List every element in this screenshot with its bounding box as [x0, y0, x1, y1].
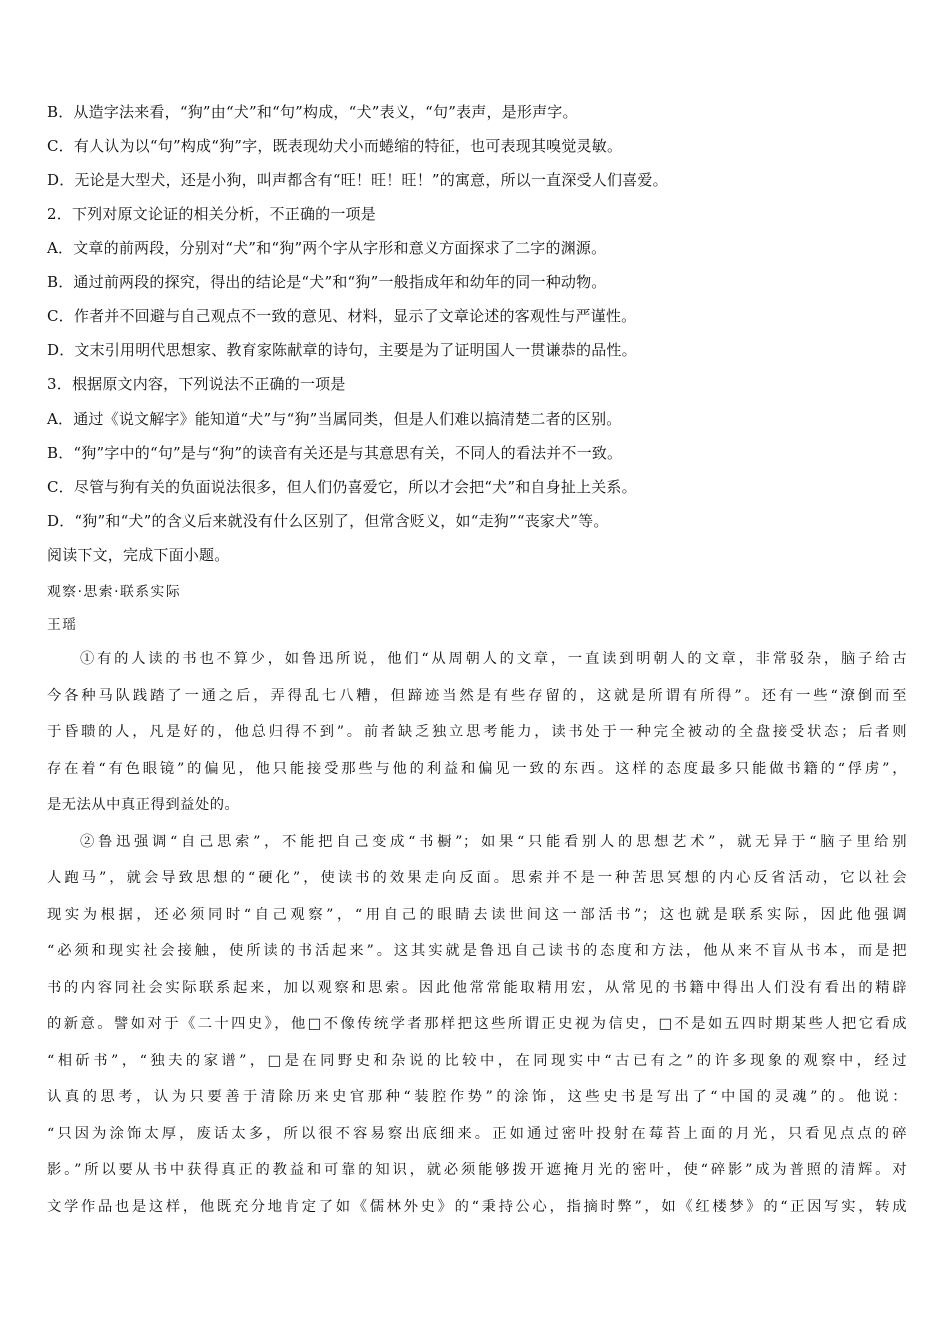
article-author: 王瑶: [47, 617, 78, 633]
article-line: 人跑马”，就会导致思想的“硬化”，使读书的效果走向反面。思索并不是一种苦思冥想的内心反省活动，它以社会: [47, 870, 907, 886]
q3-option-b: B．“狗”字中的“句”是与“狗”的读音有关还是与其意思有关，不同人的看法并不一致。: [47, 444, 623, 462]
article-line: 现实为根据，还必须同时“自己观察”，“用自己的眼睛去读世间这一部活书”；这也就是联系实际，因此他强调: [47, 907, 907, 923]
article-line: 认真的思考，认为只要善于清除历来史官那种“装腔作势”的涂饰，这些史书是写出了“中国的灵魂”的。他说：: [47, 1089, 907, 1105]
article-line: “相斫书”，“独夫的家谱”，□是在同野史和杂说的比较中，在同现实中“古已有之”的许多现象的观察中，经过: [47, 1053, 907, 1069]
article-line: 是无法从中真正得到益处的。: [47, 797, 240, 813]
article-line: 于昏聩的人，凡是好的，他总归得不到”。前者缺乏独立思考能力，读书处于一种完全被动的全盘接受状态；后者则: [47, 724, 907, 740]
article-line: 今各种马队践踏了一通之后，弄得乱七八糟，但蹄迹当然是有些存留的，这就是所谓有所得”。还有一些“潦倒而至: [47, 688, 907, 704]
article-line: 存在着“有色眼镜”的偏见，他只能接受那些与他的利益和偏见一致的东西。这样的态度最多只能做书籍的“俘虏”，: [47, 761, 907, 777]
q3-option-d: D．“狗”和“犬”的含义后来就没有什么区别了，但常含贬义，如“走狗”“丧家犬”等。: [47, 512, 609, 530]
q2-option-b: B．通过前两段的探究，得出的结论是“犬”和“狗”一般指成年和幼年的同一种动物。: [47, 273, 607, 291]
article-line: 书的内容同社会实际联系起来，加以观察和思索。因此他常常能取精用宏，从常见的书籍中得出人们没有看出的精辟: [47, 980, 907, 996]
article-line: “只因为涂饰太厚，废话太多，所以很不容易察出底细来。正如通过密叶投射在莓苔上面的月光，只看见点点的碎: [47, 1126, 907, 1142]
q3-option-c: C．尽管与狗有关的负面说法很多，但人们仍喜爱它，所以才会把“犬”和自身扯上关系。: [47, 478, 637, 496]
q1-option-d: D．无论是大型犬，还是小狗，叫声都含有“旺！旺！旺！”的寓意，所以一直深受人们喜爱。: [47, 171, 668, 189]
q2-stem: 2．下列对原文论证的相关分析，不正确的一项是: [47, 205, 376, 223]
q3-option-a: A．通过《说文解字》能知道“犬”与“狗”当属同类，但是人们难以搞清楚二者的区别。: [47, 410, 622, 428]
q2-option-a: A．文章的前两段，分别对“犬”和“狗”两个字从字形和意义方面探求了二字的渊源。: [47, 239, 607, 257]
article-line: ②鲁迅强调“自己思索”，不能把自己变成“书橱”；如果“只能看别人的思想艺术”，就无异于“脑子里给别: [80, 834, 907, 850]
article-title: 观察·思索·联系实际: [47, 584, 182, 600]
q1-option-b: B．从造字法来看，“狗”由“犬”和“句”构成，“犬”表义，“句”表声，是形声字。: [47, 103, 578, 121]
q2-option-d: D．文末引用明代思想家、教育家陈献章的诗句，主要是为了证明国人一贯谦恭的品性。: [47, 341, 637, 359]
article-line: “必须和现实社会接触，使所读的书活起来”。这其实就是鲁迅自己读书的态度和方法，他从来不盲从书本，而是把: [47, 943, 907, 959]
article-line: 的新意。譬如对于《二十四史》，他□不像传统学者那样把这些所谓正史视为信史，□不是如五四时期某些人把它看成: [47, 1016, 907, 1032]
article-line: 影。”所以要从书中获得真正的教益和可靠的知识，就必须能够拨开遮掩月光的密叶，使“碎影”成为普照的清辉。对: [47, 1162, 907, 1178]
q3-stem: 3．根据原文内容，下列说法不正确的一项是: [47, 375, 346, 393]
article-line: 文学作品也是这样，他既充分地肯定了如《儒林外史》的“秉持公心，指摘时弊”，如《红楼梦》的“正因写实，转成: [47, 1199, 907, 1215]
q1-option-c: C．有人认为以“句”构成“狗”字，既表现幼犬小而蜷缩的特征，也可表现其嗅觉灵敏。: [47, 137, 623, 155]
article-line: ①有的人读的书也不算少，如鲁迅所说，他们“从周朝人的文章，一直读到明朝人的文章，非常驳杂，脑子给古: [80, 651, 907, 667]
q2-option-c: C．作者并不回避与自己观点不一致的意见、材料，显示了文章论述的客观性与严谨性。: [47, 307, 637, 325]
reading-instruction: 阅读下文，完成下面小题。: [47, 546, 230, 564]
